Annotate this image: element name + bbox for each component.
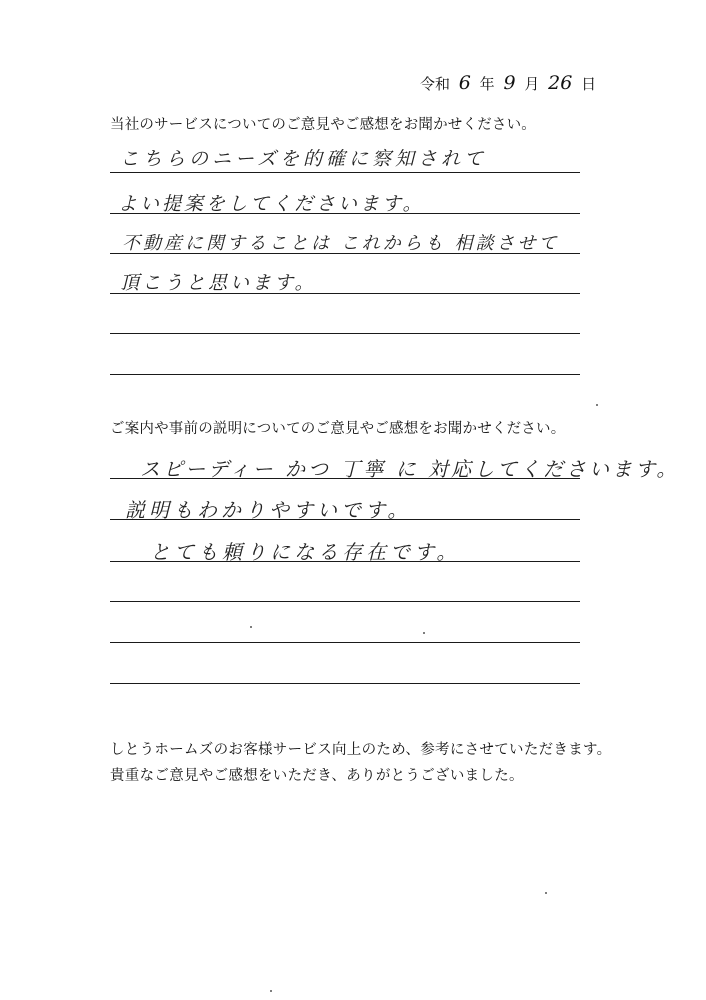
answer-line: スピーディー かつ 丁寧 に 対応してくださいます。: [140, 457, 680, 481]
date-line: [420, 72, 620, 100]
answer-rule: [110, 642, 580, 643]
scan-speck: [423, 632, 425, 634]
answer-rule: [110, 601, 580, 602]
answer-line: 説明もわかりやすいです。: [125, 498, 412, 522]
scan-speck: [596, 404, 598, 406]
scan-speck: [545, 892, 547, 894]
date-day: 26: [548, 72, 573, 94]
question-explanation: ご案内や事前の説明についてのご意見やご感想をお聞かせください。: [110, 421, 566, 437]
answer-rule: [110, 253, 580, 254]
date-month: 9: [503, 72, 516, 94]
answer-rule: [110, 374, 580, 375]
answer-line: 頂こうと思います。: [120, 272, 317, 294]
answer-rule: [110, 683, 580, 684]
answer-rule: [110, 333, 580, 334]
answer-line: よい提案をしてくださいます。: [118, 193, 425, 215]
scan-speck: [270, 990, 272, 992]
answer-rule: [110, 293, 580, 294]
answer-rule: [110, 519, 580, 520]
answer-rule: [110, 213, 580, 214]
date-month-label: 月: [524, 75, 540, 93]
answer-rule: [110, 561, 580, 562]
date-day-label: 日: [581, 75, 597, 93]
answer-line: 不動産に関することは これからも 相談させて: [122, 233, 560, 254]
closing-line: 貴重なご意見やご感想をいただき、ありがとうございました。: [110, 768, 524, 784]
date-year: 6: [458, 72, 471, 94]
scan-speck: [250, 626, 252, 628]
answer-line: こちらのニーズを的確に察知されて: [120, 148, 488, 170]
answer-rule: [110, 478, 580, 479]
answer-line: とても頼りになる存在です。: [150, 540, 461, 564]
closing-line: しとうホームズのお客様サービス向上のため、参考にさせていただきます。: [110, 742, 612, 758]
date-year-label: 年: [479, 75, 495, 93]
date-era: 令和: [420, 75, 451, 93]
answer-rule: [110, 172, 580, 173]
question-service: 当社のサービスについてのご意見やご感想をお聞かせください。: [110, 117, 537, 133]
